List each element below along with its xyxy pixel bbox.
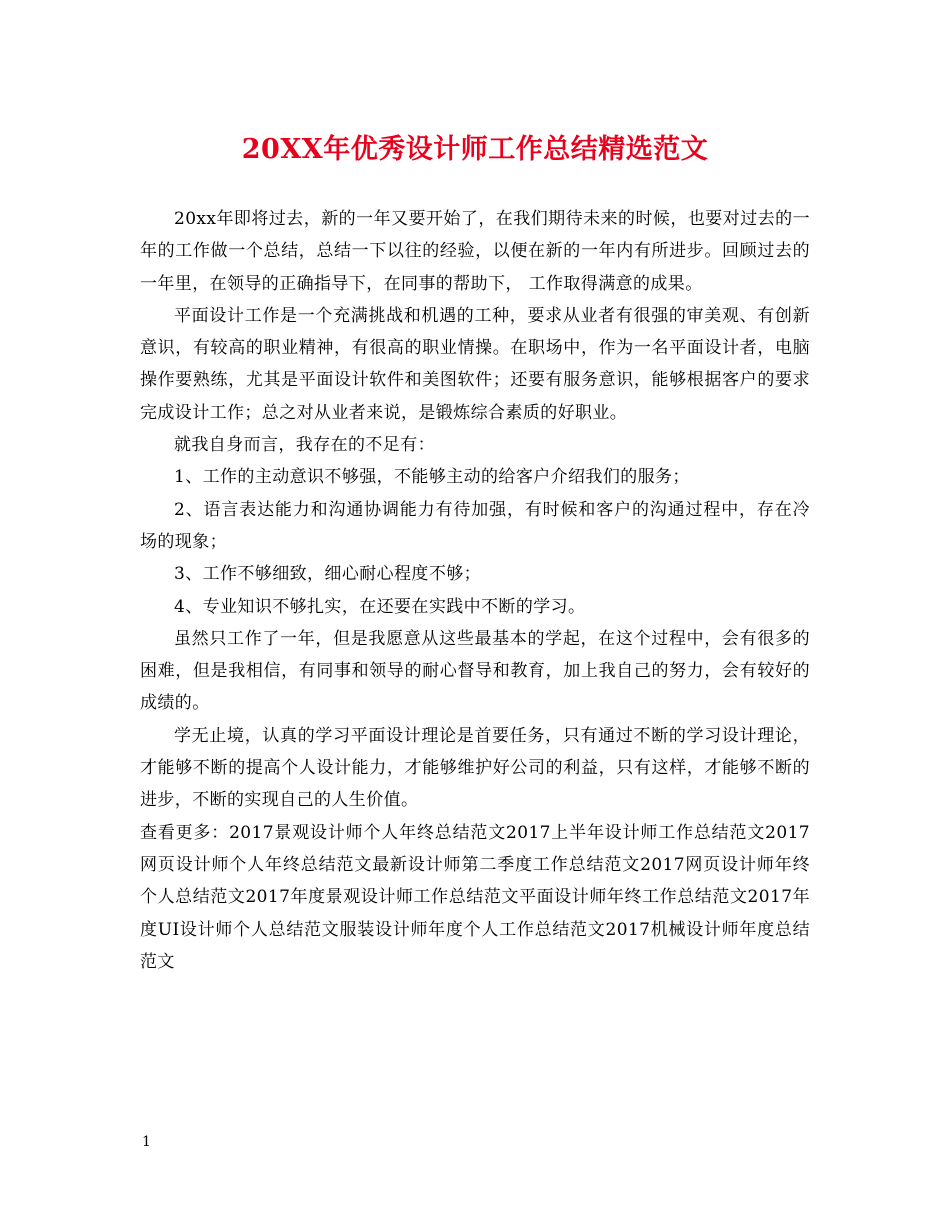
more-links[interactable]: 查看更多：2017景观设计师个人年终总结范文2017上半年设计师工作总结范文2017网页设计师个人年终总结范文最新设计师第二季度工作总结范文2017网页设计师年终个人总结范文2017年度景观设计师工作总结范文平面设计师年终工作总结范文2017年度UI设计师个人总结范文服装设计师年度个人工作总结范文2017机械设计师年度总结范文 bbox=[140, 822, 810, 972]
list-item-shortcoming-2: 2、语言表达能力和沟通协调能力有待加强，有时候和客户的沟通过程中，存在冷场的现象； bbox=[140, 499, 810, 552]
document-title: 20XX年优秀设计师工作总结精选范文 bbox=[241, 134, 709, 165]
page-number: 1 bbox=[142, 1134, 151, 1150]
list-item-shortcoming-3: 3、工作不够细致，细心耐心程度不够； bbox=[174, 564, 482, 585]
paragraph-job-description: 平面设计工作是一个充满挑战和机遇的工种，要求从业者有很强的审美观、有创新意识，有较高的职业精神，有很高的职业情操。在职场中，作为一名平面设计者，电脑操作要熟练，尤其是平面设计软件和美图软件；还要有服务意识，能够根据客户的要求完成设计工作；总之对从业者来说，是锻炼综合素质的好职业。 bbox=[140, 305, 810, 423]
paragraph-conclusion: 学无止境，认真的学习平面设计理论是首要任务，只有通过不断的学习设计理论，才能够不断的提高个人设计能力，才能够维护好公司的利益，只有这样，才能够不断的进步，不断的实现自己的人生价值。 bbox=[140, 725, 810, 811]
list-item-shortcoming-4: 4、专业知识不够扎实，在还要在实践中不断的学习。 bbox=[174, 596, 586, 617]
paragraph-shortcomings-intro: 就我自身而言，我存在的不足有： bbox=[174, 435, 435, 456]
paragraph-intro: 20xx年即将过去，新的一年又要开始了，在我们期待未来的时候，也要对过去的一年的工作做一个总结，总结一下以往的经验，以便在新的一年内有所进步。回顾过去的一年里，在领导的正确指导下，在同事的帮助下， 工作取得满意的成果。 bbox=[140, 209, 810, 294]
document-body bbox=[140, 203, 810, 978]
list-item-shortcoming-1: 1、工作的主动意识不够强，不能够主动的给客户介绍我们的服务； bbox=[174, 467, 690, 488]
paragraph-commitment: 虽然只工作了一年，但是我愿意从这些最基本的学起，在这个过程中，会有很多的困难，但是我相信，有同事和领导的耐心督导和教育，加上我自己的努力，会有较好的成绩的。 bbox=[140, 628, 810, 714]
